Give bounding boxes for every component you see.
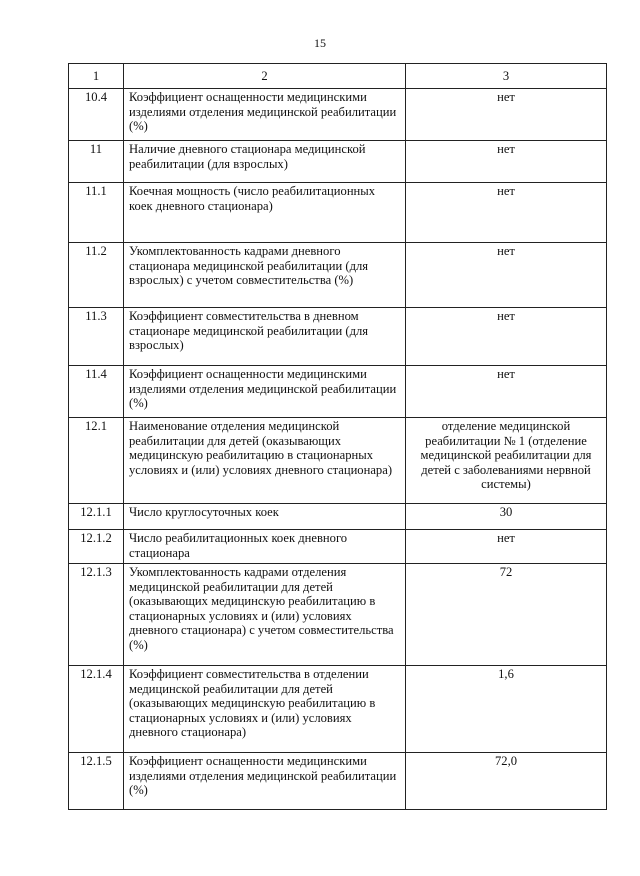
indicator-table: [68, 63, 607, 810]
row-number: 12.1.5: [69, 753, 124, 810]
table-row: [69, 183, 607, 243]
row-number: 12.1.4: [69, 666, 124, 753]
row-number: 10.4: [69, 89, 124, 141]
table-row: [69, 418, 607, 504]
row-name: Наименование отделения медицинской реабилитации для детей (оказывающих медицинскую реабилитацию в стационарных условиях и (или) условиях дневного стационара): [124, 418, 406, 504]
page-number: 15: [314, 36, 326, 50]
table-row: [69, 564, 607, 666]
header-cell-3: 3: [406, 64, 607, 89]
table-row: [69, 366, 607, 418]
row-name: Укомплектованность кадрами отделения медицинской реабилитации для детей (оказывающих медицинскую реабилитацию в стационарных условиях и (или) условиях дневного стационара) с учетом совместительства (%): [124, 564, 406, 666]
row-number: 11: [69, 141, 124, 183]
row-number: 12.1.3: [69, 564, 124, 666]
header-cell-2: 2: [124, 64, 406, 89]
row-number: 11.1: [69, 183, 124, 243]
row-value: нет: [406, 89, 607, 141]
row-number: 11.3: [69, 308, 124, 366]
row-value: 1,6: [406, 666, 607, 753]
row-value: нет: [406, 183, 607, 243]
row-value: 72,0: [406, 753, 607, 810]
row-value: 72: [406, 564, 607, 666]
table-row: [69, 308, 607, 366]
row-name: Коэффициент оснащенности медицинскими изделиями отделения медицинской реабилитации (%): [124, 366, 406, 418]
row-name: Коэффициент совместительства в отделении медицинской реабилитации для детей (оказывающих медицинскую реабилитацию в стационарных условиях и (или) условиях дневного стационара): [124, 666, 406, 753]
table-row: [69, 504, 607, 530]
table-row: [69, 753, 607, 810]
table-header-row: [69, 64, 607, 89]
row-number: 12.1: [69, 418, 124, 504]
table-row: [69, 141, 607, 183]
row-name: Число реабилитационных коек дневного стационара: [124, 530, 406, 564]
row-name: Число круглосуточных коек: [124, 504, 406, 530]
row-value: нет: [406, 530, 607, 564]
row-value: нет: [406, 308, 607, 366]
row-number: 11.2: [69, 243, 124, 308]
table-row: [69, 89, 607, 141]
row-name: Коэффициент оснащенности медицинскими изделиями отделения медицинской реабилитации (%): [124, 753, 406, 810]
table-row: [69, 243, 607, 308]
row-name: Наличие дневного стационара медицинской реабилитации (для взрослых): [124, 141, 406, 183]
row-number: 12.1.2: [69, 530, 124, 564]
row-number: 12.1.1: [69, 504, 124, 530]
row-number: 11.4: [69, 366, 124, 418]
table-row: [69, 530, 607, 564]
row-name: Коэффициент совместительства в дневном стационаре медицинской реабилитации (для взрослых): [124, 308, 406, 366]
row-value: нет: [406, 141, 607, 183]
header-cell-1: 1: [69, 64, 124, 89]
row-name: Укомплектованность кадрами дневного стационара медицинской реабилитации (для взрослых) с учетом совместительства (%): [124, 243, 406, 308]
row-value: 30: [406, 504, 607, 530]
row-value: нет: [406, 243, 607, 308]
row-value: нет: [406, 366, 607, 418]
row-name: Коэффициент оснащенности медицинскими изделиями отделения медицинской реабилитации (%): [124, 89, 406, 141]
row-value: отделение медицинской реабилитации № 1 (отделение медицинской реабилитации для детей с заболеваниями нервной системы): [406, 418, 607, 504]
row-name: Коечная мощность (число реабилитационных коек дневного стационара): [124, 183, 406, 243]
table-row: [69, 666, 607, 753]
